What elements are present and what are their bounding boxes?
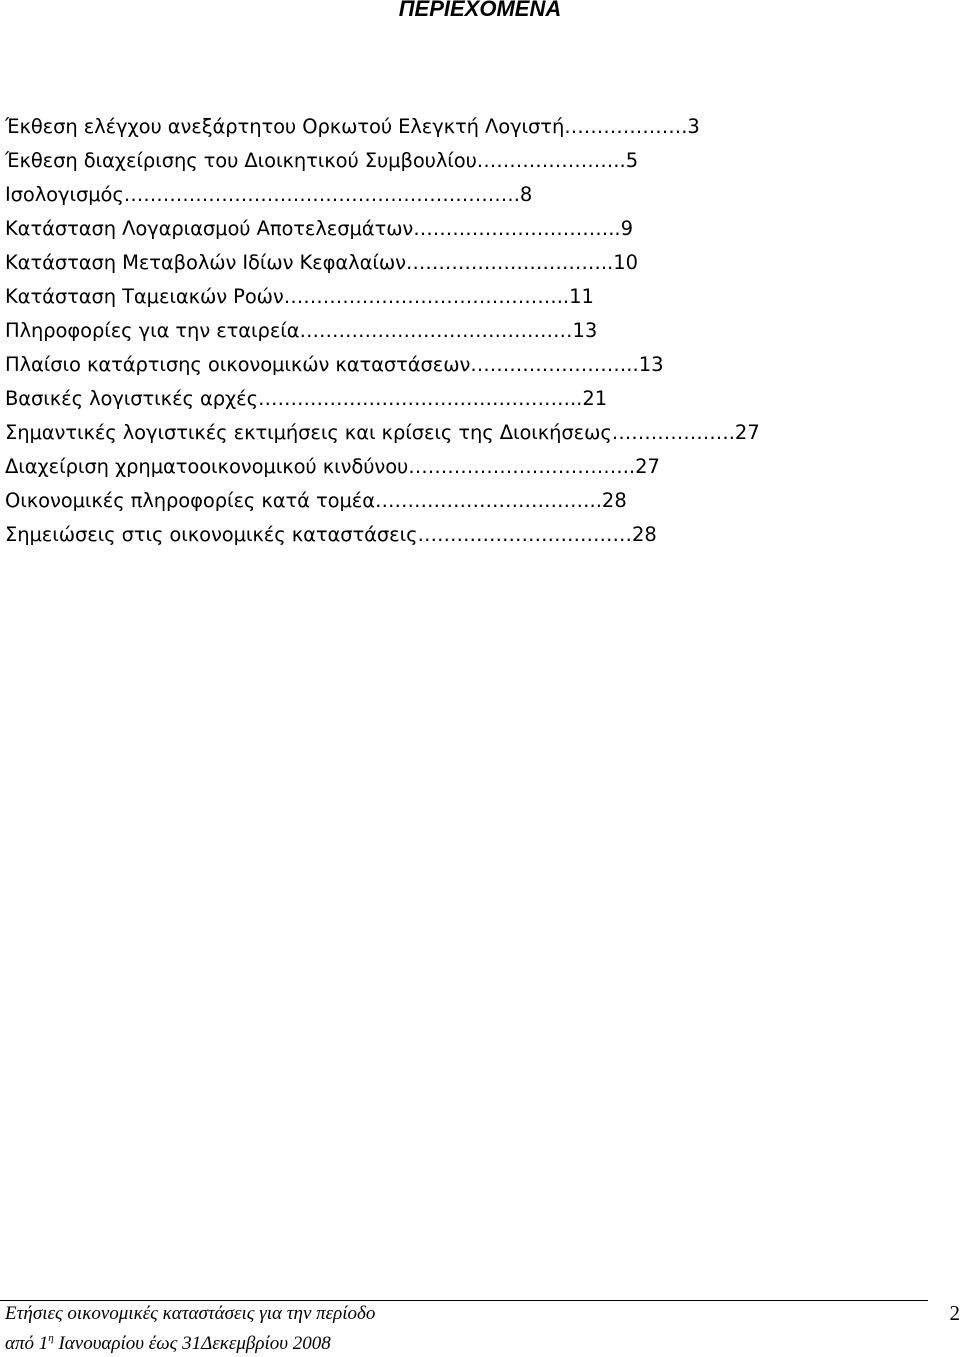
- toc-entry-page: 10: [613, 251, 639, 274]
- footer-ordinal-superscript: η: [48, 1332, 54, 1344]
- toc-entry-leader: ……………………………: [417, 523, 632, 546]
- toc-entry-text: Σημαντικές λογιστικές εκτιμήσεις και κρίσεις της Διοικήσεως: [5, 421, 612, 444]
- toc-entry[interactable]: [5, 384, 775, 418]
- toc-entry-page: 8: [519, 183, 533, 206]
- footer-period-label: Ετήσιες οικονομικές καταστάσεις για την περίοδο: [5, 1303, 376, 1324]
- toc-entry-leader: ……………….: [564, 115, 688, 138]
- page-number: 2: [949, 1301, 960, 1325]
- toc-entry-leader: ……………………………………..: [283, 285, 570, 308]
- toc-entry-leader: ……………………………………: [299, 319, 573, 342]
- toc-entry[interactable]: [5, 146, 775, 180]
- toc-entry[interactable]: [5, 282, 775, 316]
- toc-entry-text: Σημειώσεις στις οικονομικές καταστάσεις: [5, 523, 418, 546]
- toc-entry-text: Κατάσταση Μεταβολών Ιδίων Κεφαλαίων: [5, 251, 406, 274]
- toc-entry-leader: …………………………………………..: [257, 387, 583, 410]
- table-of-contents: [5, 112, 775, 554]
- footer-period-from: από 1: [5, 1333, 49, 1354]
- toc-entry[interactable]: [5, 486, 775, 520]
- toc-entry-text: Διαχείριση χρηματοοικονομικού κινδύνου: [5, 455, 409, 478]
- toc-entry-leader: …………………………..: [405, 251, 614, 274]
- toc-entry[interactable]: [5, 248, 775, 282]
- toc-entry-text: Ισολογισμός: [5, 183, 124, 206]
- document-title: ΠΕΡΙΕΧΟΜΕΝΑ: [398, 0, 562, 21]
- toc-entry-page: 21: [582, 387, 608, 410]
- toc-entry-text: Κατάσταση Ταμειακών Ροών: [5, 285, 284, 308]
- toc-entry-leader: …………………………..: [413, 217, 621, 240]
- footer-divider: [0, 1300, 928, 1301]
- toc-entry-text: Πληροφορίες για την εταιρεία: [5, 319, 300, 342]
- toc-entry-page: 28: [631, 523, 657, 546]
- toc-entry[interactable]: [5, 316, 775, 350]
- footer-period-range: [5, 1333, 331, 1355]
- toc-entry-leader: …………………………………………………….: [123, 183, 520, 206]
- toc-entry-page: 27: [635, 455, 660, 478]
- toc-entry-text: Βασικές λογιστικές αρχές: [5, 387, 258, 410]
- toc-entry-text: Πλαίσιο κατάρτισης οικονομικών καταστάσεων: [5, 353, 471, 376]
- toc-entry[interactable]: [5, 112, 775, 146]
- toc-entry[interactable]: [5, 350, 775, 384]
- toc-entry-leader: ……………………..: [470, 353, 639, 376]
- toc-entry-leader: ……………………………..: [375, 489, 602, 512]
- toc-entry-text: Έκθεση διαχείρισης του Διοικητικού Συμβουλίου: [5, 149, 477, 172]
- toc-entry-leader: ……………………………..: [408, 455, 636, 478]
- toc-entry-text: Έκθεση ελέγχου ανεξάρτητου Ορκωτού Ελεγκτή Λογιστή: [5, 115, 565, 138]
- toc-entry-page: 13: [638, 353, 664, 376]
- toc-entry-page: 5: [625, 149, 639, 172]
- toc-entry-page: 11: [569, 285, 594, 308]
- toc-entry[interactable]: [5, 180, 775, 214]
- toc-entry[interactable]: [5, 520, 775, 554]
- toc-entry[interactable]: [5, 214, 775, 248]
- toc-entry-page: 28: [601, 489, 627, 512]
- toc-entry-text: Οικονομικές πληροφορίες κατά τομέα: [5, 489, 375, 512]
- footer-period-to: Ιανουαρίου έως 31Δεκεμβρίου 2008: [53, 1333, 331, 1354]
- toc-entry-leader: …………………..: [476, 149, 626, 172]
- toc-entry-page: 3: [687, 115, 700, 138]
- toc-entry-page: 13: [572, 319, 598, 342]
- toc-entry[interactable]: [5, 452, 775, 486]
- toc-entry-leader: ……………….: [611, 421, 735, 444]
- toc-entry-page: 27: [734, 421, 760, 444]
- toc-entry[interactable]: [5, 418, 775, 452]
- toc-entry-text: Κατάσταση Λογαριασμού Αποτελεσμάτων: [5, 217, 414, 240]
- toc-entry-page: 9: [620, 217, 634, 240]
